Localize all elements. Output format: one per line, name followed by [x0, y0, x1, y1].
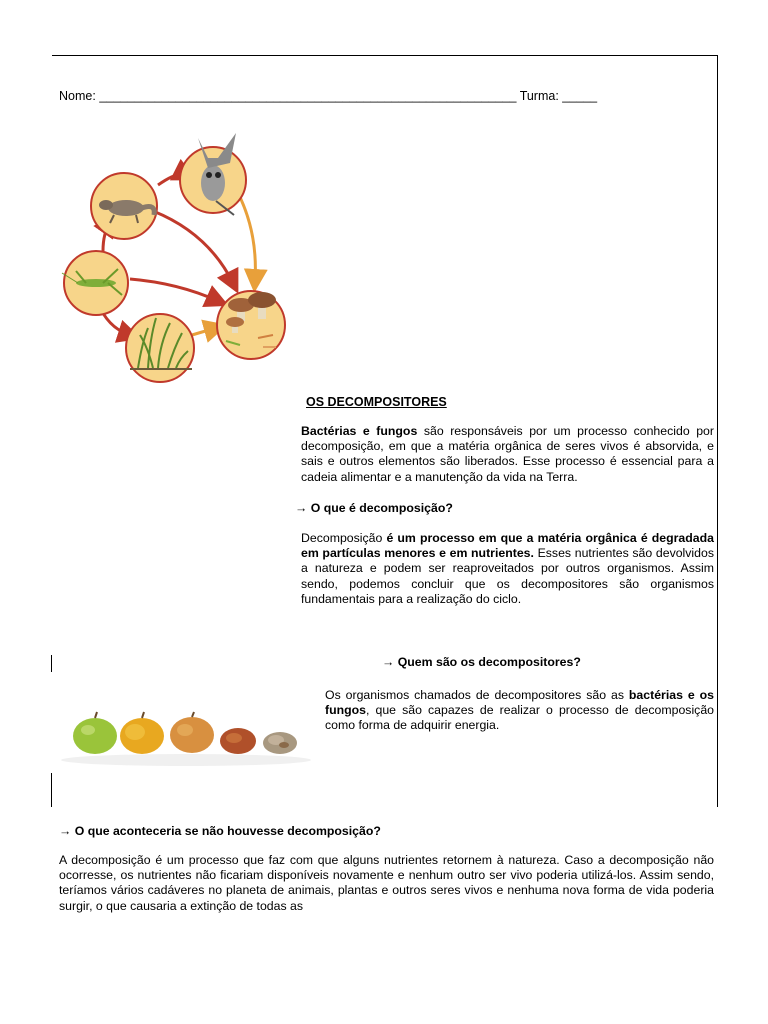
intro-text: são responsáveis por um processo conhecido por decomposição, em que a matéria orgânica de seres vivos é absorvida, e sais e outros elementos são liberados. Esse processo é essencial para a cadeia alimentar e a manutenção da vida na Terra. — [301, 424, 714, 484]
apple-decomposition-illustration — [60, 688, 312, 766]
section-title: OS DECOMPOSITORES — [306, 395, 447, 409]
frame-right-border — [717, 55, 718, 807]
name-blank[interactable]: ____________________________________________________________ — [99, 89, 517, 103]
arrow-owl-to-decomposers — [238, 193, 255, 281]
heading-who-are-decomposers: → Quem são os decompositores? — [382, 655, 581, 669]
decomposed-apple-icon — [263, 732, 297, 754]
arrow-grasshopper-to-decomposers — [130, 279, 218, 301]
without-text: A decomposição é um processo que faz com que alguns nutrientes retornem à natureza. Caso a decomposição não ocorresse, os nutrientes não ficariam disponíveis novamente e nenhum outro ser vivo poderia utilizá-los. Assim sendo, teríamos vários cadáveres no planeta de animais, plantas e outros seres vivos e nenhuma nova forma de vida poderia surgir, o que causaria a extinção de todas as — [59, 853, 714, 913]
arrow-fox-to-decomposers — [153, 211, 233, 283]
intro-paragraph — [301, 424, 714, 485]
decomposition-paragraph — [301, 531, 714, 607]
who-paragraph — [325, 688, 714, 734]
intro-bold: Bactérias e fungos — [301, 424, 418, 438]
name-label: Nome: — [59, 89, 96, 103]
heading-without-decomposition: → O que aconteceria se não houvesse decomposição? — [59, 824, 381, 838]
heading-what-is-decomposition: → O que é decomposição? — [295, 501, 453, 515]
decomposition-cycle-illustration — [58, 123, 290, 387]
decomp-start: Decomposição — [301, 531, 387, 545]
class-blank[interactable]: _____ — [562, 89, 598, 103]
frame-top-border — [52, 55, 718, 56]
rotting-apple-icon — [220, 728, 256, 754]
decomp-rest: Esses nutrientes são devolvidos a natureza e podem ser reaproveitados por outros organismos. Assim sendo, podemos concluir que os decompositores são organismos fundamentais para a realização do ciclo. — [301, 546, 714, 606]
without-decomposition-paragraph — [59, 853, 714, 914]
who-rest: , que são capazes de realizar o processo de decomposição como forma de adquirir energia. — [325, 703, 714, 733]
who-start: Os organismos chamados de decompositores são as — [325, 688, 629, 702]
who-bold: bactérias e os fungos — [325, 688, 714, 718]
header-line — [59, 89, 597, 103]
decomp-bold: é um processo em que a matéria orgânica é degradada em partículas menores e em nutrientes. — [301, 531, 714, 561]
plants-circle — [126, 314, 194, 382]
margin-mark — [51, 655, 52, 672]
margin-mark — [51, 773, 52, 807]
class-label: Turma: — [519, 89, 559, 103]
